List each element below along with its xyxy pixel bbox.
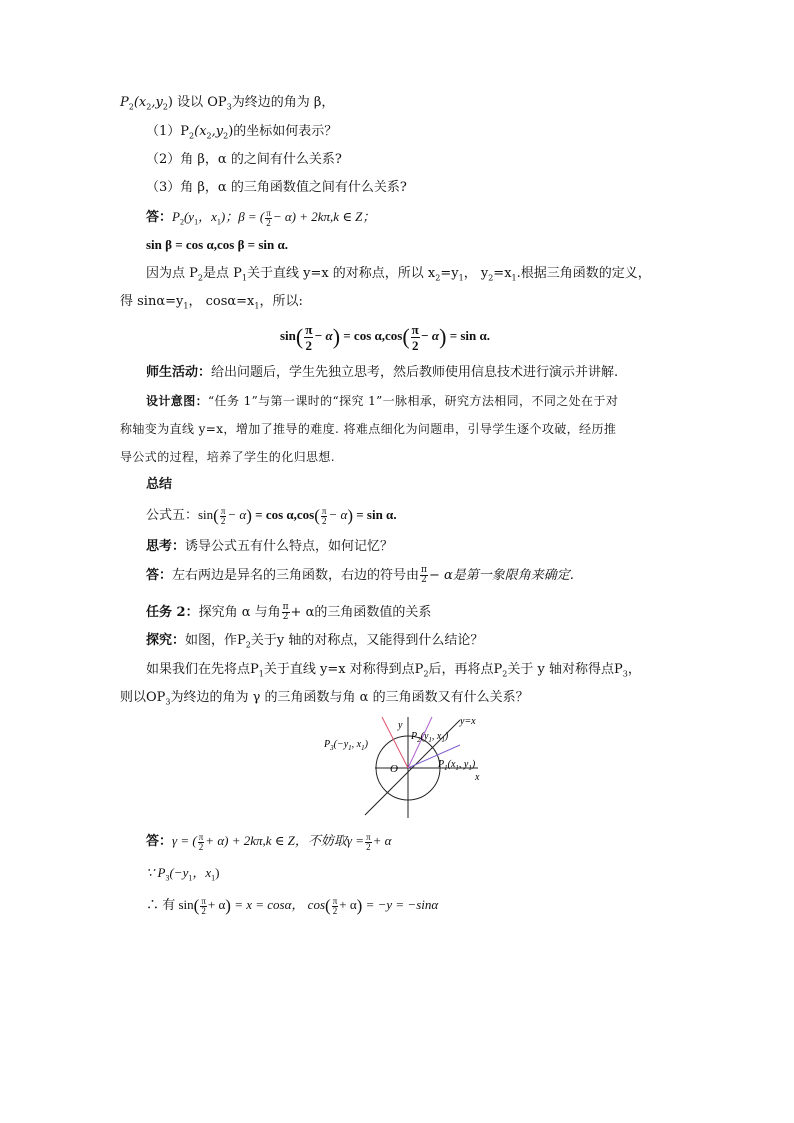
answer-label: 答：	[146, 568, 173, 583]
frac-den: 2	[366, 841, 371, 852]
coord-text: )	[228, 124, 234, 139]
intro-text-end: 为终边的角为 β，	[231, 95, 335, 110]
fraction-pi-2	[411, 322, 420, 353]
subscript: 2	[223, 131, 229, 141]
para-text: 后，再将点P	[428, 662, 503, 677]
design-label: 设计意图：	[146, 394, 209, 408]
subscript: 2	[423, 669, 429, 679]
paren: )	[332, 324, 341, 350]
frac-den: 2	[421, 575, 427, 585]
subscript: 2	[128, 102, 134, 112]
eq-text: − α	[420, 328, 440, 343]
fraction-pi-2	[304, 322, 313, 353]
math-text: = x = cosα， cos	[234, 897, 326, 912]
answer-4	[146, 832, 391, 852]
p1-sub: 1	[444, 764, 448, 772]
subscript: 3	[622, 669, 628, 679]
p2-coord-c: )	[444, 731, 449, 742]
subscript: 2	[197, 273, 203, 283]
subscript: 1	[211, 873, 216, 883]
subscript: 2	[162, 102, 168, 112]
p3-coord-c: )	[364, 739, 368, 750]
subscript: 1	[254, 301, 260, 311]
answer-text: 左右两边是异名的三角函数，右边的符号由	[172, 568, 420, 583]
eq-text: − α	[314, 328, 333, 343]
para-text: ，所以:	[259, 294, 303, 309]
subscript: 1	[458, 273, 464, 283]
subscript: 1	[188, 873, 193, 883]
frac-den: 2	[321, 515, 327, 526]
fraction-pi-2	[198, 833, 205, 852]
frac-num: π	[305, 321, 313, 337]
paren: (	[295, 324, 304, 350]
answer-1	[146, 208, 375, 232]
math-text: )	[215, 865, 220, 880]
math-text: ∵ P	[146, 865, 166, 880]
subscript: 3	[165, 697, 171, 707]
paragraph-2	[120, 293, 303, 316]
subscript: 2	[488, 273, 494, 283]
math-text: ，x	[198, 209, 217, 224]
fraction-pi-2	[321, 507, 328, 526]
p1-sub-b: 1	[468, 764, 472, 772]
paragraph-1	[146, 265, 651, 288]
frac-num: π	[366, 831, 371, 842]
formula-five	[146, 500, 397, 531]
math-text: + α) + 2kπ,k ∈ Z，不妨取γ =	[205, 833, 365, 848]
intro-text: 设以 OP	[177, 95, 227, 110]
frac-num: π	[411, 321, 419, 337]
question-2: （2）角 β，α 的之间有什么关系?	[146, 152, 342, 167]
math-text: + α	[207, 897, 226, 912]
p2-sub: 2	[417, 736, 421, 744]
p1-coord: (x	[447, 759, 456, 770]
subscript: 2	[189, 131, 195, 141]
activity-label: 师生活动：	[146, 365, 212, 380]
frac-den: 2	[198, 841, 204, 852]
coord-text: (x	[194, 124, 207, 139]
frac-num: π	[198, 831, 204, 842]
p2-sub-a: 1	[428, 736, 432, 744]
p3-name: P	[324, 739, 331, 750]
para-text: ， cosα=x	[188, 294, 255, 309]
eq-text: = sin α.	[449, 328, 491, 343]
paren: (	[402, 324, 410, 350]
math-text: = −y = −sinα	[365, 897, 439, 912]
fraction-pi-2	[420, 566, 428, 585]
math-text: ∴ 有 sin	[146, 897, 194, 912]
question-3: （3）角 β，α 的三角函数值之间有什么关系?	[146, 180, 407, 195]
math-text: + α	[372, 833, 392, 848]
p3-ray	[382, 717, 408, 768]
para-text: =y	[440, 266, 459, 281]
para-text: 因为点 P	[146, 266, 198, 281]
answer-text: − α是第一象限角来确定.	[428, 568, 574, 583]
p2-name: P	[411, 731, 418, 742]
fraction-pi-2	[365, 833, 372, 852]
explore-text: 关于y 轴的对称点，又能得到什么结论？	[250, 633, 484, 648]
p1-name: P	[438, 759, 445, 770]
subscript: 2	[179, 217, 184, 227]
paren: )	[347, 506, 353, 526]
frac-num: π	[266, 207, 271, 218]
think-text: 诱导公式五有什么特点，如何记忆？	[185, 539, 394, 554]
subscript: 1	[258, 669, 264, 679]
p1-coord-b: , y	[458, 759, 469, 770]
frac-den: 2	[201, 905, 206, 916]
paren: (	[325, 896, 331, 916]
math-text: − α) + 2kπ,k ∈ Z；	[272, 209, 376, 224]
frac-den: 2	[305, 337, 313, 353]
p3-coord: (−y	[333, 739, 349, 750]
para-text: 如果我们在先将点P	[146, 662, 259, 677]
explore-text: 如图，作P	[185, 633, 246, 648]
p2-coord: (y	[420, 731, 429, 742]
explore-line	[146, 632, 483, 655]
subscript: 1	[511, 273, 517, 283]
math-text: + α	[339, 897, 357, 912]
think-line	[146, 538, 393, 556]
activity-line	[146, 364, 618, 382]
para-text: 是点 P	[202, 266, 242, 281]
eq-text: sin	[280, 328, 296, 343]
frac-den: 2	[282, 612, 289, 622]
subscript: 3	[226, 102, 232, 112]
p3-label	[323, 739, 369, 752]
coord-text: )	[167, 95, 173, 110]
formula-text: 公式五：sin	[146, 507, 214, 522]
coord-text: (x	[133, 95, 147, 110]
paren: (	[314, 506, 320, 526]
p2-coord-b: , x	[431, 731, 442, 742]
answer-2: sin β = cos α,cos β = sin α.	[146, 237, 288, 252]
eq-text: = cos α,cos	[343, 328, 403, 343]
y-axis-label: y	[398, 720, 403, 731]
because-line	[146, 864, 219, 888]
question-text: 的坐标如何表示？	[233, 124, 338, 139]
x-axis-label: x	[475, 772, 480, 783]
p2-sub-b: 1	[441, 736, 445, 744]
coord-text: ,y	[211, 124, 224, 139]
frac-num: π	[282, 602, 289, 612]
para-text: 关于直线 y=x 对称得到点P	[263, 662, 424, 677]
frac-num: π	[421, 565, 427, 575]
paren: )	[356, 896, 363, 916]
subscript: 2	[146, 102, 152, 112]
frac-num: π	[321, 505, 327, 516]
frac-num: π	[220, 505, 226, 516]
task-text: 探究角 α 与角	[198, 605, 281, 620]
para-text: 则以OP	[120, 690, 166, 705]
design-line-2: 称轴变为直线 y=x，增加了推导的难度. 将难点细化为问题串，引导学生逐个攻破，经历推	[120, 422, 617, 436]
paren: )	[246, 506, 252, 526]
intro-line	[120, 94, 334, 117]
explore-label: 探究：	[146, 633, 186, 648]
subscript: 2	[206, 131, 212, 141]
math-text: P	[172, 209, 180, 224]
frac-den: 2	[266, 217, 271, 228]
p1-label	[437, 759, 476, 772]
task-label: 任务 2：	[146, 605, 199, 620]
summary-heading: 总结	[146, 477, 173, 492]
p3-sub: 3	[330, 744, 334, 752]
frac-num: π	[201, 895, 206, 906]
paren: )	[439, 324, 447, 350]
math-text: (−y	[169, 865, 189, 880]
para-text: ， y	[463, 266, 489, 281]
centered-equation	[280, 318, 490, 355]
formula-text: − α	[227, 507, 247, 522]
paragraph-4	[120, 689, 529, 712]
fraction-pi-2	[200, 897, 207, 916]
formula-text: = sin α.	[356, 507, 397, 522]
paragraph-3	[146, 661, 641, 684]
unit-circle-figure	[320, 713, 500, 821]
task-text: + α的三角函数值的关系	[290, 605, 432, 620]
p3-coord-b: , x	[351, 739, 362, 750]
subscript: 1	[216, 217, 221, 227]
p1-sub-a: 1	[455, 764, 459, 772]
p2-symbol: P	[120, 95, 129, 110]
para-text: 关于直线 y=x 的对称点，所以 x	[246, 266, 436, 281]
math-text: ，x	[192, 865, 212, 880]
question-1	[146, 123, 337, 146]
answer-3	[146, 566, 574, 585]
line-label: y=x	[460, 716, 476, 727]
activity-text: 给出问题后，学生先独立思考，然后教师使用信息技术进行演示并讲解.	[211, 365, 619, 380]
formula-text: − α	[328, 507, 348, 522]
design-line-3: 导公式的过程，培养了学生的化归思想.	[120, 450, 336, 464]
para-text: 得 sinα=y	[120, 294, 184, 309]
frac-num: π	[332, 895, 338, 906]
formula-text: = cos α,cos	[255, 507, 315, 522]
subscript: 1	[183, 301, 189, 311]
para-text: 为终边的角为 γ 的三角函数与角 α 的三角函数又有什么关系？	[170, 690, 529, 705]
frac-den: 2	[220, 515, 226, 526]
fraction-pi-2	[220, 507, 227, 526]
subscript: 2	[435, 273, 441, 283]
origin-label: O	[390, 763, 398, 775]
subscript: 2	[245, 640, 251, 650]
subscript: 1	[241, 273, 247, 283]
frac-den: 2	[411, 337, 419, 353]
subscript: 3	[165, 873, 170, 883]
fraction-pi-2	[282, 603, 290, 622]
coord-text: ,y	[151, 95, 163, 110]
para-text: .根据三角函数的定义，	[516, 266, 651, 281]
fraction-pi-2	[265, 209, 272, 228]
fraction-pi-2	[332, 897, 339, 916]
math-text: )；β = (	[220, 209, 265, 224]
subscript: 1	[194, 217, 199, 227]
p3-sub-b: 1	[361, 744, 365, 752]
paren: )	[225, 896, 231, 916]
para-text: =x	[493, 266, 512, 281]
therefore-line	[146, 890, 438, 921]
answer-label: 答：	[146, 833, 173, 848]
para-text: ，	[627, 662, 641, 677]
design-line-1	[146, 392, 618, 410]
task-2	[146, 603, 431, 622]
p2-label	[410, 731, 449, 744]
answer-label: 答：	[146, 209, 173, 224]
design-text: “任务 1”与第一课时的“探究 1”一脉相承，研究方法相同，不同之处在于对	[208, 394, 619, 408]
think-label: 思考：	[146, 539, 186, 554]
para-text: 关于 y 轴对称得点P	[507, 662, 623, 677]
paren: (	[193, 896, 200, 916]
subscript: 2	[502, 669, 508, 679]
frac-den: 2	[332, 905, 338, 916]
p1-coord-c: )	[471, 759, 476, 770]
question-text: （1）P	[146, 124, 190, 139]
p3-sub-a: 1	[348, 744, 352, 752]
paren: (	[213, 506, 219, 526]
math-text: γ = (	[172, 833, 197, 848]
math-text: (y	[183, 209, 195, 224]
